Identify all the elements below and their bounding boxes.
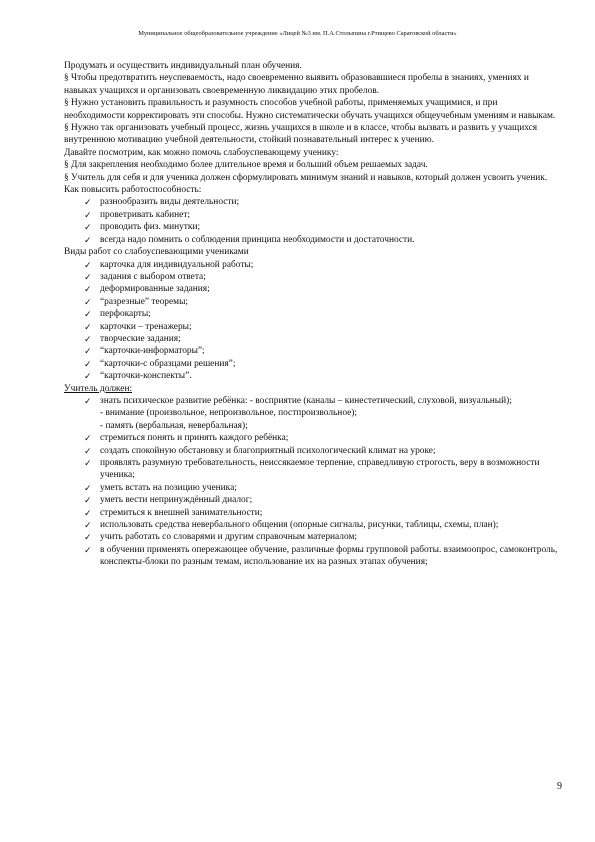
intro-paragraph: § Учитель для себя и для ученика должен сформулировать минимум знаний и навыков, который должен усвоить ученик. (64, 172, 548, 183)
intro-paragraph: § Для закрепления необходимо более длительное время и больший объем решаемых задач. (64, 160, 428, 171)
checkmark-icon: ✓ (84, 271, 92, 282)
list-item: ✓ проветривать кабинет; (84, 209, 191, 220)
list-subitem: - память (вербальная, невербальная); (100, 420, 248, 431)
checkmark-icon: ✓ (84, 532, 92, 543)
page-header: Муниципальное общеобразовательное учреждение «Лицей №3 им. П.А.Столыпина г.Ртищево Саратовской области» (138, 30, 457, 37)
checkmark-icon: ✓ (84, 371, 92, 382)
list-item: ✓ стремиться к внешней занимательности; (84, 507, 263, 518)
intro-paragraph: Давайте посмотрим, как можно помочь слабоуспевающему ученику: (64, 147, 339, 158)
list-item: ✓ карточки – тренажеры; (84, 321, 192, 332)
intro-paragraph: § Нужно так организовать учебный процесс, жизнь учащихся в школе и в классе, чтобы вызвать и развить у учащихся внутреннюю мотивацию учебной деятельности, стойкий познавательный интерес к учению. (64, 123, 538, 146)
checkmark-icon: ✓ (84, 544, 92, 555)
work-types-list (64, 259, 559, 383)
checkmark-icon: ✓ (84, 309, 92, 320)
checkmark-icon: ✓ (84, 259, 92, 270)
checkmark-icon: ✓ (84, 346, 92, 357)
list-subitem: - внимание (произвольное, непроизвольное, постпроизвольное); (100, 408, 358, 419)
teacher-heading: Учитель должен: (64, 383, 133, 394)
checkmark-icon: ✓ (84, 321, 92, 332)
checkmark-icon: ✓ (84, 209, 92, 220)
list-item: ✓ уметь встать на позицию ученика; (84, 482, 237, 493)
checkmark-icon: ✓ (84, 197, 92, 208)
list-item: ✓ проводить физ. минутки; (84, 222, 201, 233)
intro-paragraph: Продумать и осуществить индивидуальный план обучения. (64, 61, 302, 71)
list-item: ✓ учить работать со словарями и другим справочным материалом; (84, 532, 358, 543)
list-item: ✓ в обучении применять опережающее обучение, различные формы групповой работы. взаимоопрос, самоконтроль, конспекты-блоки по разным темам, использование их на разных этапах обучения; (84, 544, 558, 568)
work-capacity-list (64, 196, 559, 246)
checkmark-icon: ✓ (84, 358, 92, 369)
list-item: ✓ “разрезные” теоремы; (84, 296, 188, 307)
teacher-list (64, 395, 559, 569)
list-item: ✓ использовать средства невербального общения (опорные сигналы, рисунки, таблицы, схемы, план); (84, 520, 499, 531)
checkmark-icon: ✓ (84, 520, 92, 531)
checkmark-icon: ✓ (84, 445, 92, 456)
checkmark-icon: ✓ (84, 458, 92, 468)
checkmark-icon: ✓ (84, 222, 92, 233)
checkmark-icon: ✓ (84, 482, 92, 493)
intro-paragraph: § Нужно установить правильность и разумность способов учебной работы, применяемых учащимися, и при необходимости корректировать эти способы. Нужно систематически обучать учащихся общеучебным умениям и навыкам. (64, 98, 556, 121)
list-item: ✓ “карточки-с образцами решения”; (84, 358, 236, 369)
work-capacity-heading: Как повысить работоспособность: (64, 185, 202, 196)
list-item: ✓ “карточки-конспекты”. (84, 371, 192, 382)
list-item: ✓ проявлять разумную требовательность, неиссякаемое терпение, справедливую строгость, веру в возможности ученика; (84, 458, 540, 481)
list-item: ✓ “карточки-информаторы”; (84, 346, 205, 357)
list-item: ✓ творческие задания; (84, 333, 181, 344)
list-item: ✓ создать спокойную обстановку и благоприятный психологический климат на уроке; (84, 445, 436, 456)
checkmark-icon: ✓ (84, 507, 92, 518)
checkmark-icon: ✓ (84, 296, 92, 307)
checkmark-icon: ✓ (84, 433, 92, 444)
checkmark-icon: ✓ (84, 395, 92, 406)
checkmark-icon: ✓ (84, 333, 92, 344)
list-item: ✓ карточка для индивидуальной работы; (84, 259, 254, 270)
list-item: ✓ задания с выбором ответа; (84, 271, 206, 282)
page-number: 9 (557, 781, 562, 792)
list-item: ✓ знать психическое развитие ребёнка: - восприятие (каналы – кинестетический, слуховой, визуальный); (84, 395, 512, 406)
checkmark-icon: ✓ (84, 495, 92, 506)
work-types-heading: Виды работ со слабоуспевающими учениками (64, 247, 249, 258)
list-item: ✓ перфокарты; (84, 309, 151, 320)
list-item: ✓ всегда надо помнить о соблюдения принципа необходимости и достаточности. (84, 234, 415, 245)
document-body (64, 60, 559, 569)
checkmark-icon: ✓ (84, 284, 92, 295)
list-item: ✓ уметь вести непринуждённый диалог; (84, 495, 253, 506)
intro-paragraph: § Чтобы предотвратить неуспеваемость, надо своевременно выявить образовавшиеся пробелы в знаниях, умениях и навыках учащихся и организовать своевременную ликвидацию этих пробелов. (64, 73, 529, 96)
list-item: ✓ деформированные задания; (84, 284, 210, 295)
list-item: ✓ разнообразить виды деятельности; (84, 197, 240, 208)
list-item: ✓ стремиться понять и принять каждого ребёнка; (84, 433, 289, 444)
checkmark-icon: ✓ (84, 234, 92, 245)
